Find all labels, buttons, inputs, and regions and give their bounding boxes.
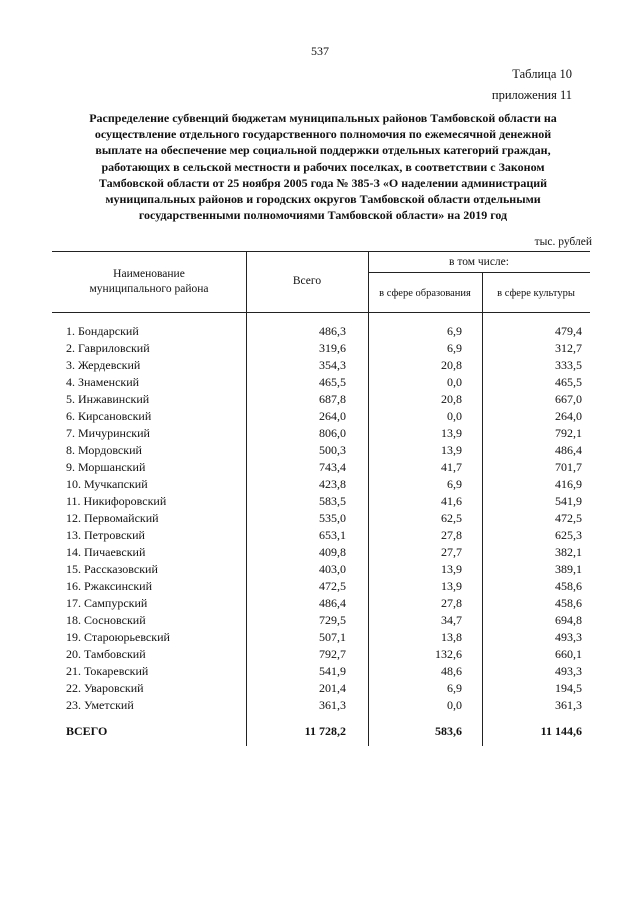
district-name: 5. Инжавинский: [66, 392, 150, 406]
culture-value: 458,6: [555, 579, 582, 593]
title-line: муниципальных районов и городских округов Тамбовской области отдельными: [105, 192, 541, 207]
education-value: 13,9: [441, 426, 462, 440]
table-row: [52, 697, 590, 714]
culture-value: 493,3: [555, 664, 582, 678]
total-value: 743,4: [319, 460, 346, 474]
culture-value: 701,7: [555, 460, 582, 474]
total-value: 687,8: [319, 392, 346, 406]
grand-total-education: 583,6: [435, 724, 462, 738]
title-line: Тамбовской области от 25 ноября 2005 года № 385-З «О наделении администраций: [98, 175, 548, 190]
title-line: работающих в сельской местности и рабочих поселках, в соответствии с Законом: [101, 159, 545, 174]
table-row: [52, 340, 590, 357]
header-name-line: Наименование: [113, 268, 185, 280]
table-row: [52, 612, 590, 629]
district-name: 8. Мордовский: [66, 443, 142, 457]
header-name: [52, 267, 246, 297]
header-culture: в сфере культуры: [497, 288, 575, 299]
culture-value: 660,1: [555, 647, 582, 661]
table-row: [52, 544, 590, 561]
education-value: 13,8: [441, 630, 462, 644]
district-name: 7. Мичуринский: [66, 426, 150, 440]
culture-value: 264,0: [555, 409, 582, 423]
education-value: 13,9: [441, 562, 462, 576]
district-name: 4. Знаменский: [66, 375, 140, 389]
education-value: 41,7: [441, 460, 462, 474]
total-value: 486,4: [319, 596, 346, 610]
culture-value: 472,5: [555, 511, 582, 525]
education-value: 6,9: [447, 681, 462, 695]
total-value: 319,6: [319, 341, 346, 355]
district-name: 15. Рассказовский: [66, 562, 158, 576]
culture-value: 389,1: [555, 562, 582, 576]
total-value: 423,8: [319, 477, 346, 491]
education-value: 27,7: [441, 545, 462, 559]
total-value: 201,4: [319, 681, 346, 695]
total-value: 361,3: [319, 698, 346, 712]
district-name: 20. Тамбовский: [66, 647, 146, 661]
district-name: 14. Пичаевский: [66, 545, 146, 559]
table-row: [52, 374, 590, 391]
education-value: 20,8: [441, 392, 462, 406]
culture-value: 667,0: [555, 392, 582, 406]
table-row: [52, 459, 590, 476]
grand-total-culture: 11 144,6: [540, 724, 582, 738]
table-row: [52, 510, 590, 527]
district-name: 22. Уваровский: [66, 681, 144, 695]
education-value: 0,0: [447, 698, 462, 712]
district-name: 17. Сампурский: [66, 596, 148, 610]
education-value: 13,9: [441, 579, 462, 593]
table-row: [52, 408, 590, 425]
culture-value: 493,3: [555, 630, 582, 644]
total-value: 500,3: [319, 443, 346, 457]
total-value: 806,0: [319, 426, 346, 440]
total-value: 472,5: [319, 579, 346, 593]
total-value: 729,5: [319, 613, 346, 627]
district-name: 12. Первомайский: [66, 511, 159, 525]
table-number: Таблица 10: [512, 67, 572, 81]
education-value: 0,0: [447, 409, 462, 423]
table-row: [52, 527, 590, 544]
table-row: [52, 425, 590, 442]
district-name: 19. Староюрьевский: [66, 630, 170, 644]
table-row: [52, 442, 590, 459]
title-line: государственными полномочиями Тамбовской области» на 2019 год: [138, 208, 508, 223]
total-value: 535,0: [319, 511, 346, 525]
table-row: [52, 578, 590, 595]
table-row: [52, 663, 590, 680]
total-value: 403,0: [319, 562, 346, 576]
education-value: 27,8: [441, 596, 462, 610]
units-label: тыс. рублей: [534, 236, 592, 248]
district-name: 2. Гавриловский: [66, 341, 150, 355]
table-header: [52, 251, 590, 313]
culture-value: 541,9: [555, 494, 582, 508]
grand-total-label: ВСЕГО: [66, 724, 108, 738]
table-row: [52, 476, 590, 493]
culture-value: 312,7: [555, 341, 582, 355]
page-number: 537: [311, 44, 329, 58]
header-including: в том числе:: [449, 256, 509, 268]
table-row: [52, 391, 590, 408]
title-line: выплате на обеспечение мер социальной поддержки отдельных категорий граждан,: [95, 143, 551, 158]
culture-value: 333,5: [555, 358, 582, 372]
education-value: 20,8: [441, 358, 462, 372]
title-line: Распределение субвенций бюджетам муниципальных районов Тамбовской области на: [89, 111, 557, 125]
total-value: 653,1: [319, 528, 346, 542]
header-divider: [368, 272, 590, 273]
education-value: 6,9: [447, 324, 462, 338]
culture-value: 194,5: [555, 681, 582, 695]
total-value: 264,0: [319, 409, 346, 423]
district-name: 6. Кирсановский: [66, 409, 152, 423]
culture-value: 625,3: [555, 528, 582, 542]
district-name: 16. Ржаксинский: [66, 579, 152, 593]
district-name: 1. Бондарский: [66, 324, 139, 338]
education-value: 13,9: [441, 443, 462, 457]
education-value: 6,9: [447, 341, 462, 355]
total-value: 409,8: [319, 545, 346, 559]
district-name: 10. Мучкапский: [66, 477, 148, 491]
grand-total-row: [52, 723, 590, 740]
total-value: 465,5: [319, 375, 346, 389]
table-row: [52, 493, 590, 510]
total-value: 583,5: [319, 494, 346, 508]
table-reference: [492, 64, 572, 106]
table-row: [52, 629, 590, 646]
culture-value: 416,9: [555, 477, 582, 491]
district-name: 23. Уметский: [66, 698, 134, 712]
table-row: [52, 595, 590, 612]
total-value: 486,3: [319, 324, 346, 338]
title-line: осуществление отдельного государственного полномочия по ежемесячной денежной: [94, 127, 552, 142]
district-name: 18. Сосновский: [66, 613, 146, 627]
culture-value: 694,8: [555, 613, 582, 627]
culture-value: 792,1: [555, 426, 582, 440]
total-value: 541,9: [319, 664, 346, 678]
total-value: 507,1: [319, 630, 346, 644]
education-value: 132,6: [435, 647, 462, 661]
culture-value: 465,5: [555, 375, 582, 389]
table-row: [52, 561, 590, 578]
document-title: [58, 110, 588, 223]
table-row: [52, 680, 590, 697]
education-value: 0,0: [447, 375, 462, 389]
header-name-line: муниципального района: [89, 283, 209, 295]
district-name: 9. Моршанский: [66, 460, 146, 474]
culture-value: 458,6: [555, 596, 582, 610]
district-name: 3. Жердевский: [66, 358, 141, 372]
total-value: 354,3: [319, 358, 346, 372]
education-value: 48,6: [441, 664, 462, 678]
table-row: [52, 646, 590, 663]
culture-value: 361,3: [555, 698, 582, 712]
district-name: 11. Никифоровский: [66, 494, 167, 508]
culture-value: 382,1: [555, 545, 582, 559]
grand-total-value: 11 728,2: [304, 724, 346, 738]
district-name: 13. Петровский: [66, 528, 145, 542]
table-row: [52, 357, 590, 374]
education-value: 34,7: [441, 613, 462, 627]
header-total: Всего: [292, 275, 322, 287]
education-value: 27,8: [441, 528, 462, 542]
table-row: [52, 323, 590, 340]
education-value: 6,9: [447, 477, 462, 491]
district-name: 21. Токаревский: [66, 664, 149, 678]
header-education: в сфере образования: [379, 288, 471, 299]
education-value: 62,5: [441, 511, 462, 525]
total-value: 792,7: [319, 647, 346, 661]
appendix-number: приложения 11: [491, 88, 572, 102]
culture-value: 479,4: [555, 324, 582, 338]
education-value: 41,6: [441, 494, 462, 508]
culture-value: 486,4: [555, 443, 582, 457]
